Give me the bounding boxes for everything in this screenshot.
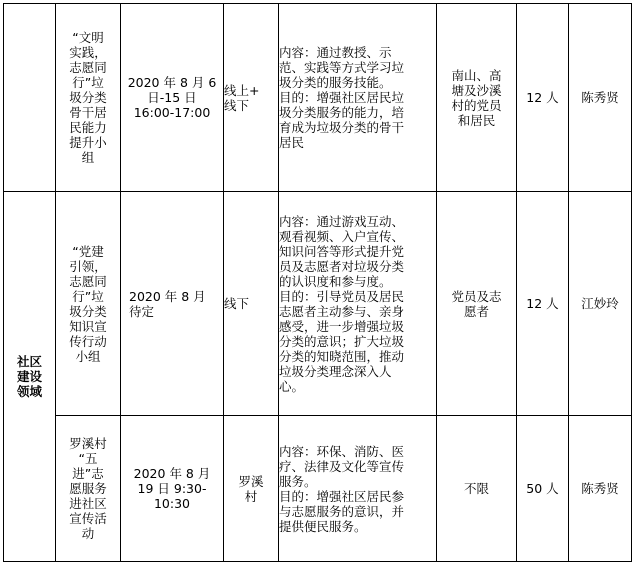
person-in-charge-cell: 陈秀贤 bbox=[569, 4, 632, 192]
table-row bbox=[4, 416, 632, 562]
category-cell-continued bbox=[4, 4, 56, 192]
target-audience-cell: 不限 bbox=[437, 416, 517, 562]
participant-count-cell: 50 人 bbox=[517, 416, 569, 562]
time-cell: 2020 年 8 月 待定 bbox=[121, 192, 224, 416]
mode-cell: 罗溪 村 bbox=[224, 416, 279, 562]
participant-count-cell: 12 人 bbox=[517, 4, 569, 192]
project-name-cell: “文明 实践， 志愿同 行”垃 圾分类 骨干居 民能力 提升小 组 bbox=[56, 4, 121, 192]
category-cell-community: 社区 建设 领域 bbox=[4, 192, 56, 562]
time-cell: 2020 年 8 月 19 日 9:30- 10:30 bbox=[121, 416, 224, 562]
project-name-cell: “党建 引领， 志愿同 行”垃 圾分类 知识宣 传行动 小组 bbox=[56, 192, 121, 416]
participant-count-cell: 12 人 bbox=[517, 192, 569, 416]
target-audience-cell: 党员及志 愿者 bbox=[437, 192, 517, 416]
target-audience-cell: 南山、高 塘及沙溪 村的党员 和居民 bbox=[437, 4, 517, 192]
mode-cell: 线上+ 线下 bbox=[224, 4, 279, 192]
person-in-charge-cell: 江妙玲 bbox=[569, 192, 632, 416]
activity-schedule-table bbox=[3, 3, 632, 562]
content-cell: 内容：环保、消防、医 疗、法律及文化等宣传 服务。 目的：增强社区居民参 与志愿服务的意识，并 提供便民服务。 bbox=[279, 416, 437, 562]
person-in-charge-cell: 陈秀贤 bbox=[569, 416, 632, 562]
table-row bbox=[4, 4, 632, 192]
mode-cell: 线下 bbox=[224, 192, 279, 416]
table-row bbox=[4, 192, 632, 416]
content-cell: 内容：通过游戏互动、 观看视频、入户宣传、 知识问答等形式提升党 员及志愿者对垃圾分类 的认识度和参与度。 目的：引导党员及居民 志愿者主动参与、亲身 感受，进一步增强垃圾 分类的意识；扩大垃圾 分类的知晓范围，推动 垃圾分类理念深入人 心。 bbox=[279, 192, 437, 416]
content-cell: 内容：通过教授、示 范、实践等方式学习垃 圾分类的服务技能。 目的：增强社区居民垃 圾分类服务的能力，培 育成为垃圾分类的骨干 居民 bbox=[279, 4, 437, 192]
time-cell: 2020 年 8 月 6 日-15 日 16:00-17:00 bbox=[121, 4, 224, 192]
project-name-cell: 罗溪村 “五 进”志 愿服务 进社区 宣传活 动 bbox=[56, 416, 121, 562]
